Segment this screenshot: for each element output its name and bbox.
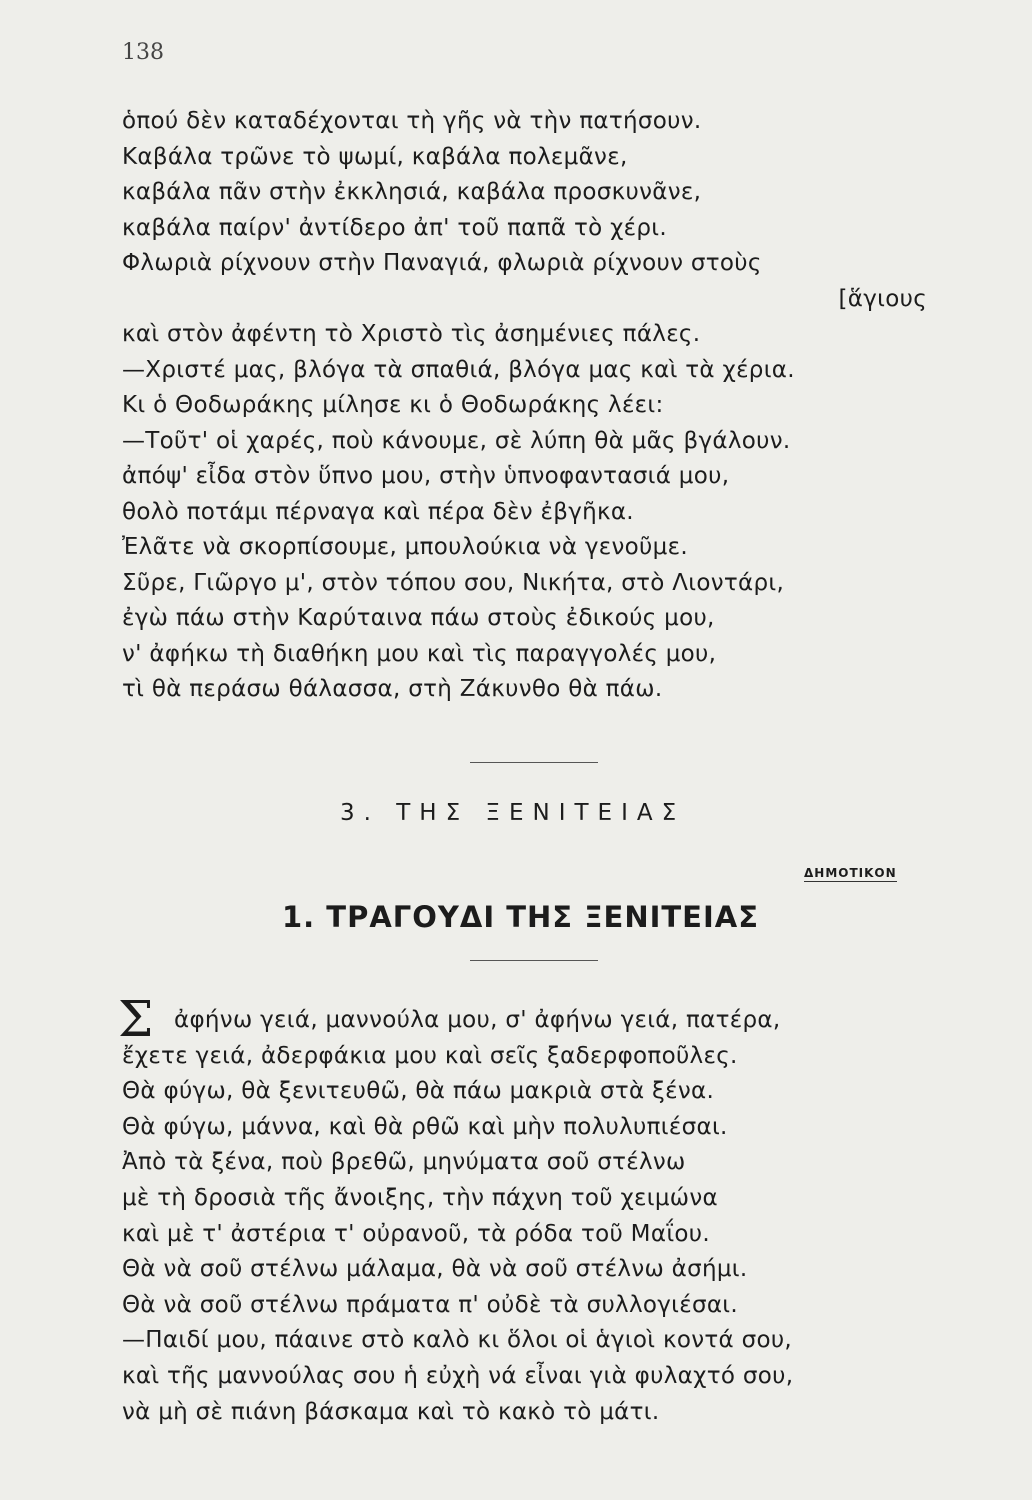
verse-line: νὰ μὴ σὲ πιάνη βάσκαμα καὶ τὸ κακὸ τὸ μάτι. bbox=[122, 1398, 660, 1425]
poem-line: —Χριστέ μας, βλόγα τὰ σπαθιά, βλόγα μας καὶ τὰ χέρια. bbox=[122, 356, 795, 383]
section-divider bbox=[470, 762, 598, 763]
poem-line: —Τοῦτ' οἱ χαρές, ποὺ κάνουμε, σὲ λύπη θὰ μᾶς βγάλουν. bbox=[122, 427, 791, 454]
section-heading: 3. ΤΗΣ ΞΕΝΙΤΕΙΑΣ bbox=[340, 800, 686, 826]
poem-line: Καβάλα τρῶνε τὸ ψωμί, καβάλα πολεμᾶνε, bbox=[122, 143, 628, 170]
verse-line: Θὰ νὰ σοῦ στέλνω μάλαμα, θὰ νὰ σοῦ στέλνω ἀσήμι. bbox=[122, 1256, 748, 1283]
verse-line: ἀφήνω γειά, μαννούλα μου, σ' ἀφήνω γειά, πατέρα, bbox=[174, 1007, 781, 1033]
poem-line: Κι ὁ Θοδωράκης μίλησε κι ὁ Θοδωράκης λέει: bbox=[122, 392, 664, 418]
poem-line: Ἐλᾶτε νὰ σκορπίσουμε, μπουλούκια νὰ γενοῦμε. bbox=[122, 534, 688, 560]
poem-line: καβάλα πᾶν στὴν ἐκκλησιά, καβάλα προσκυνᾶνε, bbox=[122, 179, 702, 205]
genre-tag: ΔΗΜΟΤΙΚΟΝ bbox=[804, 866, 897, 880]
title-divider bbox=[470, 960, 598, 961]
song-title: 1. ΤΡΑΓΟΥΔΙ ΤΗΣ ΞΕΝΙΤΕΙΑΣ bbox=[282, 900, 760, 934]
poem-line: ἐγὼ πάω στὴν Καρύταινα πάω στοὺς ἐδικούς μου, bbox=[122, 605, 715, 631]
drop-cap: Σ bbox=[118, 990, 154, 1048]
poem-line: Φλωριὰ ρίχνουν στὴν Παναγιά, φλωριὰ ρίχνουν στοὺς bbox=[122, 250, 762, 276]
poem-line: Σῦρε, Γιῶργο μ', στὸν τόπου σου, Νικήτα, στὸ Λιοντάρι, bbox=[122, 569, 785, 596]
verse-line: Θὰ φύγω, μάννα, καὶ θὰ ρθῶ καὶ μὴν πολυλυπιέσαι. bbox=[122, 1113, 728, 1140]
page-number: 138 bbox=[122, 40, 164, 65]
poem-line: καβάλα παίρν' ἀντίδερο ἀπ' τοῦ παπᾶ τὸ χέρι. bbox=[122, 214, 667, 241]
poem-line: ὁπού δὲν καταδέχονται τὴ γῆς νὰ τὴν πατήσουν. bbox=[122, 108, 702, 134]
song-verse bbox=[122, 1003, 952, 1430]
poem-line: ἀπόψ' εἶδα στὸν ὕπνο μου, στὴν ὑπνοφαντασιά μου, bbox=[122, 463, 730, 489]
verse-line: —Παιδί μου, πάαινε στὸ καλὸ κι ὅλοι οἱ ἁγιοὶ κοντά σου, bbox=[122, 1327, 793, 1354]
poem-continuation bbox=[122, 104, 942, 708]
verse-line: Θὰ νὰ σοῦ στέλνω πράματα π' οὐδὲ τὰ συλλογιέσαι. bbox=[122, 1291, 739, 1318]
verse-line: ἔχετε γειά, ἀδερφάκια μου καὶ σεῖς ξαδερφοποῦλες. bbox=[122, 1042, 738, 1069]
verse-line: μὲ τὴ δροσιὰ τῆς ἄνοιξης, τὴν πάχνη τοῦ χειμώνα bbox=[122, 1184, 718, 1211]
poem-line: θολὸ ποτάμι πέρναγα καὶ πέρα δὲν ἐβγῆκα. bbox=[122, 498, 634, 525]
verse-line: καὶ μὲ τ' ἀστέρια τ' οὐρανοῦ, τὰ ρόδα τοῦ Μαΐου. bbox=[122, 1220, 710, 1247]
poem-line-continuation: [ἅγιους bbox=[838, 285, 927, 312]
poem-line: ν' ἀφήκω τὴ διαθήκη μου καὶ τὶς παραγγολές μου, bbox=[122, 640, 717, 667]
verse-line: Ἀπὸ τὰ ξένα, ποὺ βρεθῶ, μηνύματα σοῦ στέλνω bbox=[122, 1149, 686, 1176]
verse-line: καὶ τῆς μαννούλας σου ἡ εὐχὴ νά εἶναι γιὰ φυλαχτό σου, bbox=[122, 1362, 794, 1389]
verse-line: Θὰ φύγω, θὰ ξενιτευθῶ, θὰ πάω μακριὰ στὰ ξένα. bbox=[122, 1078, 715, 1105]
poem-line: τὶ θὰ περάσω θάλασσα, στὴ Ζάκυνθο θὰ πάω. bbox=[122, 676, 663, 702]
poem-line: καὶ στὸν ἀφέντη τὸ Χριστὸ τὶς ἀσημένιες πάλες. bbox=[122, 321, 701, 347]
